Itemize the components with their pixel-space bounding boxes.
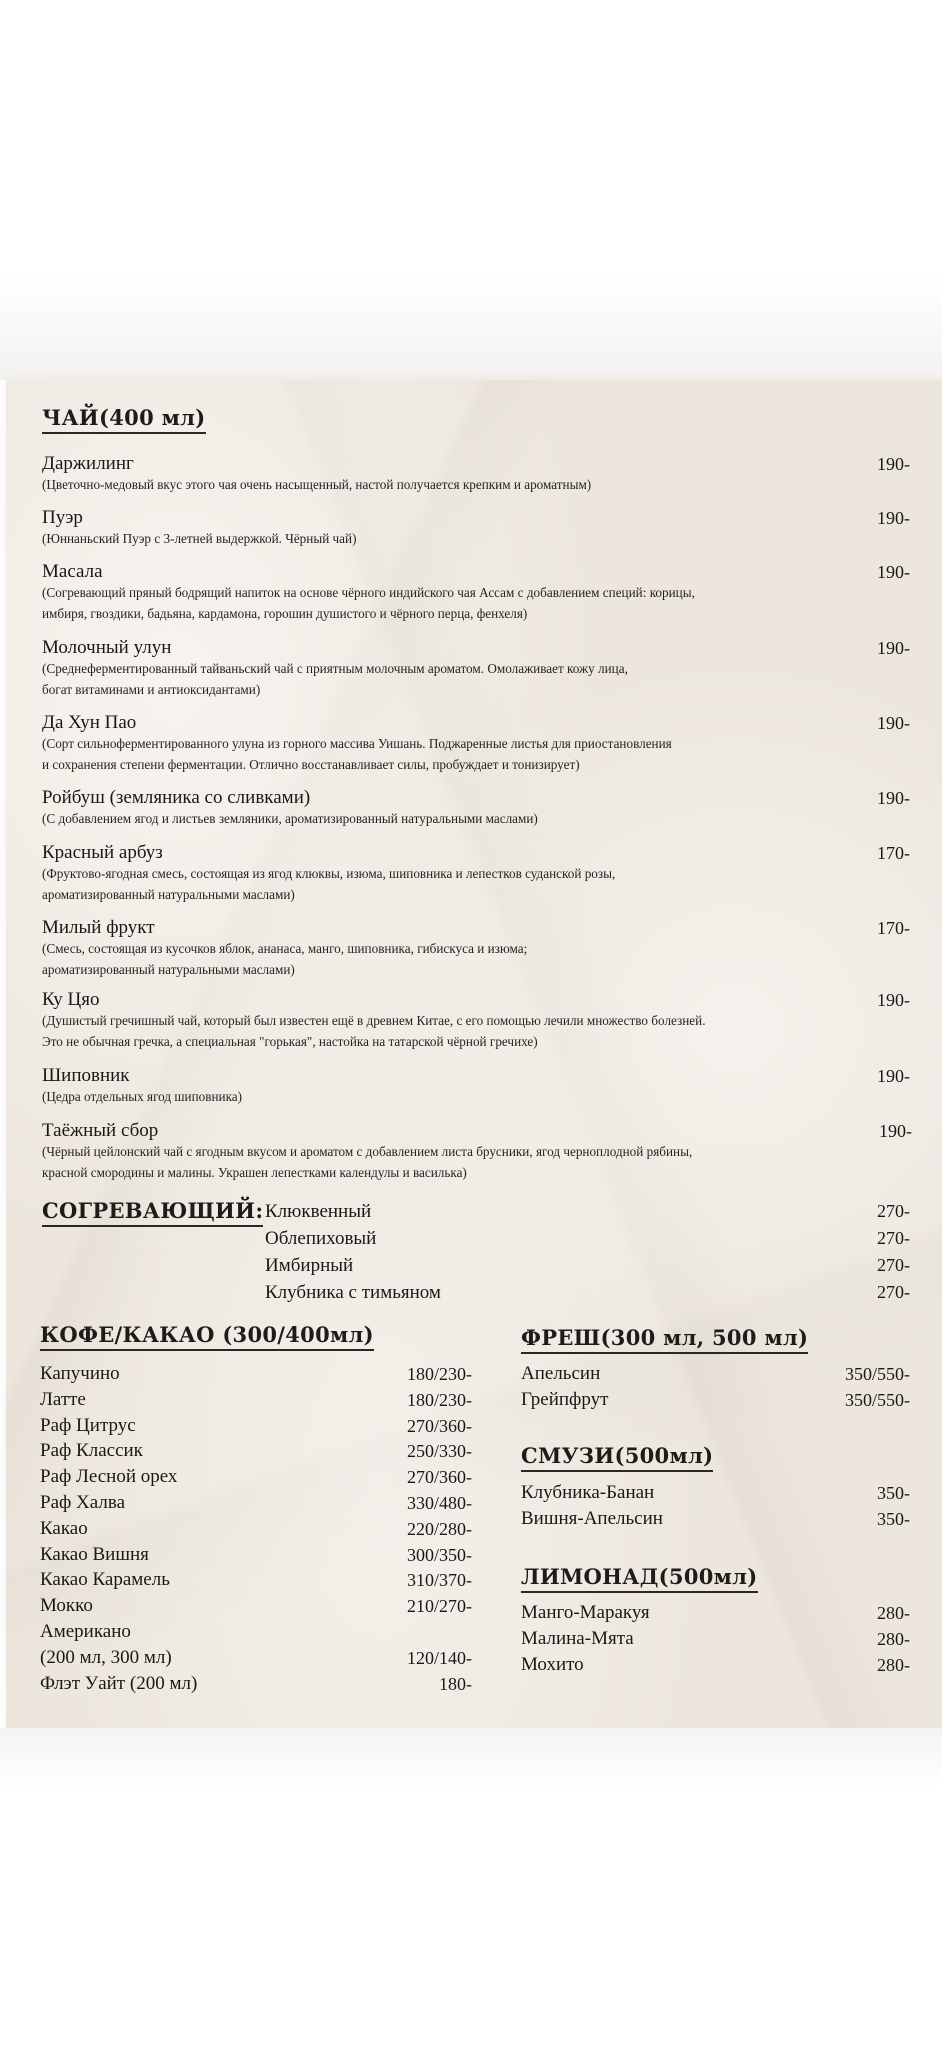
tea-item-price: 170- — [877, 843, 910, 863]
coffee-item-name: Раф Классик — [40, 1440, 143, 1462]
tea-item-name: Масала — [42, 561, 103, 582]
tea-item-name: Ройбуш (земляника со сливками) — [42, 787, 311, 808]
tea-item-description: имбиря, гвоздики, бадьяна, кардамона, горошин душистого и чёрного перца, фенхеля) — [42, 605, 528, 621]
tea-item-name: Да Хун Пао — [42, 712, 137, 733]
tea-item-price: 170- — [877, 918, 910, 938]
tea-item-name: Красный арбуз — [42, 842, 163, 863]
tea-item-price: 190- — [877, 454, 910, 474]
warming-item-price: 270- — [877, 1255, 910, 1275]
warming-item-name: Клюквенный — [265, 1201, 372, 1222]
lemonade-item-price: 280- — [877, 1655, 910, 1675]
coffee-item-price: 120/140- — [407, 1647, 472, 1668]
tea-item-name: Шиповник — [42, 1065, 130, 1086]
tea-item-description: (Цедра отдельных ягод шиповника) — [42, 1089, 243, 1104]
tea-item-description: (С добавлением ягод и листьев земляники, ароматизированный натуральными маслами) — [42, 811, 538, 826]
smoothie-item-price: 350- — [877, 1483, 910, 1503]
tea-item-description: богат витаминами и антиоксидантами) — [42, 681, 261, 697]
tea-item-description: (Цветочно-медовый вкус этого чая очень насыщенный, настой получается крепким и ароматным) — [42, 477, 592, 492]
page-background — [0, 0, 942, 380]
coffee-item-price: 210/270- — [407, 1596, 472, 1617]
tea-item-price: 190- — [877, 788, 910, 808]
smoothie-item-price: 350- — [877, 1509, 910, 1529]
tea-item-description: (Сорт сильноферментированного улуна из горного массива Уишань. Поджаренные листья для приостановления — [42, 736, 672, 751]
fresh-item-name: Грейпфрут — [521, 1389, 609, 1410]
coffee-item-price: 310/370- — [407, 1570, 472, 1591]
fresh-item-price: 350/550- — [845, 1390, 910, 1410]
tea-item-description: Это не обычная гречка, а специальная "горькая", настойка на татарской чёрной гречихе) — [42, 1033, 538, 1049]
coffee-item-name: Какао Вишня — [40, 1543, 149, 1565]
coffee-item-name: (200 мл, 300 мл) — [40, 1646, 172, 1668]
lemonade-item-price: 280- — [877, 1603, 910, 1623]
coffee-item-name: Раф Цитрус — [40, 1414, 136, 1436]
coffee-item-name: Раф Халва — [40, 1492, 126, 1513]
tea-item-name: Молочный улун — [42, 637, 172, 658]
lemonade-item-name: Мохито — [521, 1654, 584, 1675]
smoothie-item-name: Клубника-Банан — [521, 1482, 655, 1503]
coffee-item-name: Какао — [40, 1517, 88, 1539]
smoothie-item-name: Вишня-Апельсин — [521, 1508, 663, 1529]
coffee-section-title: КОФЕ/КАКАО (300/400мл) — [40, 1322, 374, 1351]
lemonade-item-name: Манго-Маракуя — [521, 1602, 650, 1623]
tea-item-description: (Согревающий пряный бодрящий напиток на основе чёрного индийского чая Ассам с добавлением специй: корицы, — [42, 585, 695, 600]
coffee-item-price: 330/480- — [407, 1493, 472, 1513]
fresh-item-price: 350/550- — [845, 1364, 910, 1384]
tea-item-name: Ку Цяо — [42, 989, 100, 1010]
coffee-item-price: 250/330- — [407, 1441, 472, 1462]
lemonade-section-title: ЛИМОНАД(500мл) — [521, 1564, 758, 1593]
coffee-item-price: 180/230- — [407, 1364, 472, 1384]
coffee-item-name: Раф Лесной орех — [40, 1466, 178, 1488]
tea-item-name: Пуэр — [42, 507, 83, 528]
tea-item-price: 190- — [877, 562, 910, 582]
tea-item-description: (Чёрный цейлонский чай с ягодным вкусом и ароматом с добавлением листа брусники, ягод черноплодной рябины, — [42, 1144, 693, 1159]
lemonade-item-price: 280- — [877, 1629, 910, 1649]
smoothie-section-title: СМУЗИ(500мл) — [521, 1443, 713, 1472]
tea-item-name: Милый фрукт — [42, 917, 155, 938]
coffee-item-name: Какао Карамель — [40, 1569, 170, 1591]
coffee-item-price: 220/280- — [407, 1518, 472, 1539]
coffee-item-price: 300/350- — [407, 1544, 472, 1565]
fresh-section-title: ФРЕШ(300 мл, 500 мл) — [521, 1325, 808, 1354]
coffee-item-name: Латте — [40, 1388, 86, 1410]
warming-item-price: 270- — [877, 1201, 910, 1221]
tea-item-price: 190- — [877, 713, 910, 733]
tea-item-price: 190- — [879, 1121, 912, 1141]
tea-item-price: 190- — [877, 638, 910, 658]
tea-item-name: Даржилинг — [42, 453, 134, 474]
coffee-item-name: Флэт Уайт (200 мл) — [40, 1672, 198, 1694]
warming-item-name: Имбирный — [265, 1255, 354, 1276]
coffee-item-name: Мокко — [40, 1595, 93, 1617]
fresh-item-name: Апельсин — [521, 1363, 601, 1384]
tea-item-price: 190- — [877, 508, 910, 528]
page-background-bottom — [0, 1728, 942, 1788]
tea-item-description: ароматизированный натуральными маслами) — [42, 886, 295, 902]
lemonade-item-name: Малина-Мята — [521, 1628, 634, 1649]
tea-item-description: красной смородины и малины. Украшен лепестками календулы и василька) — [42, 1164, 467, 1180]
coffee-item-price: 270/360- — [407, 1467, 472, 1488]
tea-item-name: Таёжный сбор — [42, 1120, 159, 1141]
tea-section-title: ЧАЙ(400 мл) — [42, 405, 206, 434]
tea-item-description: (Юннаньский Пуэр с 3-летней выдержкой. Чёрный чай) — [42, 531, 357, 546]
warming-item-price: 270- — [877, 1282, 910, 1302]
tea-item-description: (Среднеферментированный тайваньский чай с приятным молочным ароматом. Омолаживает кожу лица, — [42, 661, 628, 676]
tea-item-price: 190- — [877, 990, 910, 1010]
tea-item-description: (Душистый гречишный чай, который был известен ещё в древнем Китае, с его помощью лечили множество болезней. — [42, 1013, 706, 1028]
warming-item-name: Клубника с тимьяном — [265, 1282, 441, 1303]
warming-item-name: Облепиховый — [265, 1228, 377, 1249]
tea-item-description: ароматизированный натуральными маслами) — [42, 961, 295, 977]
tea-item-description: и сохранения степени ферментации. Отлично восстанавливает силы, пробуждает и тонизирует) — [42, 756, 580, 772]
coffee-item-name: Американо — [40, 1621, 131, 1642]
coffee-item-name: Капучино — [40, 1363, 120, 1384]
tea-item-description: (Смесь, состоящая из кусочков яблок, ананаса, манго, шиповника, гибискуса и изюма; — [42, 941, 528, 956]
coffee-item-price: 270/360- — [407, 1415, 472, 1436]
tea-item-description: (Фруктово-ягодная смесь, состоящая из ягод клюквы, изюма, шиповника и лепестков суданской розы, — [42, 866, 616, 881]
tea-item-price: 190- — [877, 1066, 910, 1086]
coffee-item-price: 180- — [439, 1673, 472, 1694]
warming-item-price: 270- — [877, 1228, 910, 1248]
warming-section-title: СОГРЕВАЮЩИЙ: — [42, 1198, 263, 1227]
coffee-item-price: 180/230- — [407, 1389, 472, 1410]
